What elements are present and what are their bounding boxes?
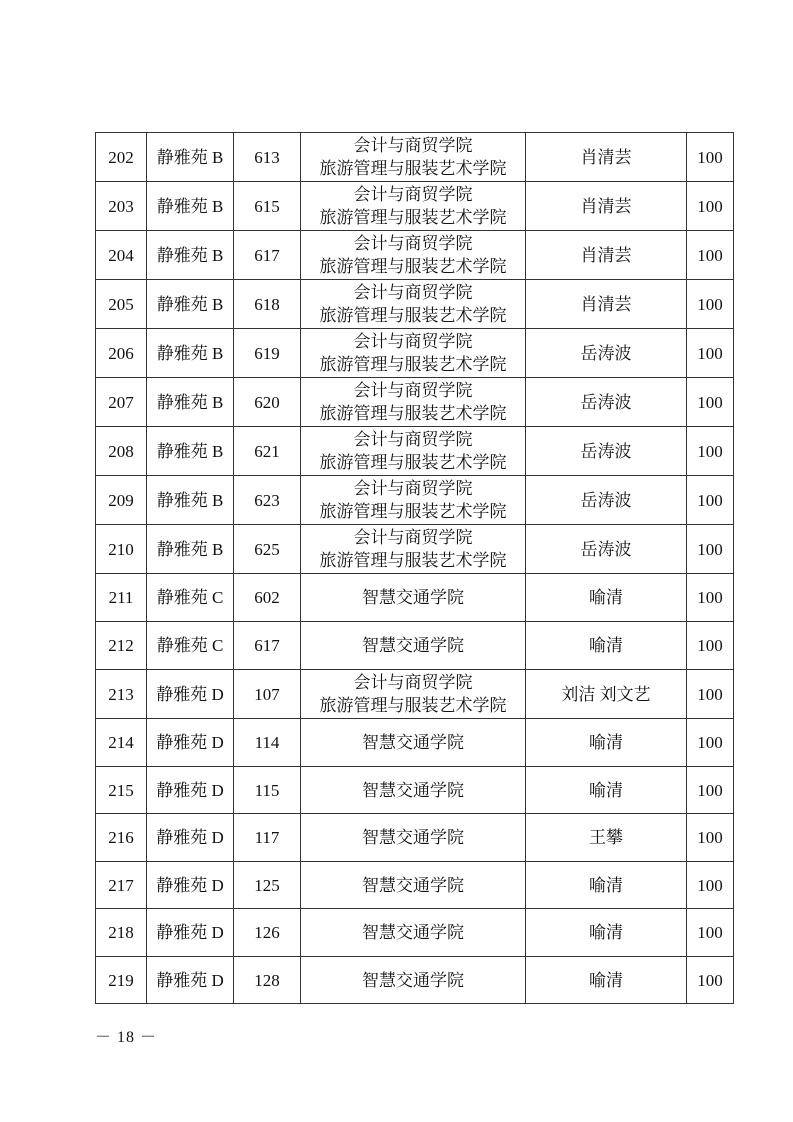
table-row [96, 329, 734, 378]
table-row [96, 525, 734, 574]
row-number-cell: 212 [96, 622, 147, 670]
responsible-person-cell: 岳涛波 [526, 378, 687, 427]
building-cell: 静雅苑 D [147, 814, 234, 862]
college-cell [301, 378, 526, 427]
table-row [96, 957, 734, 1004]
room-number-cell: 618 [234, 280, 301, 329]
college-name: 智慧交通学院 [362, 923, 464, 942]
responsible-person-cell: 岳涛波 [526, 427, 687, 476]
table-row [96, 862, 734, 909]
college-cell [301, 719, 526, 767]
responsible-person-cell: 喻清 [526, 719, 687, 767]
room-number-cell: 117 [234, 814, 301, 862]
score-cell: 100 [687, 427, 734, 476]
table-row [96, 280, 734, 329]
college-name: 会计与商贸学院 [353, 332, 473, 351]
score-cell: 100 [687, 622, 734, 670]
row-number-cell: 209 [96, 476, 147, 525]
room-number-cell: 620 [234, 378, 301, 427]
score-cell: 100 [687, 476, 734, 525]
college-name: 会计与商贸学院 [353, 283, 473, 302]
responsible-person-cell: 喻清 [526, 862, 687, 909]
score-cell: 100 [687, 862, 734, 909]
score-cell: 100 [687, 670, 734, 719]
row-number-cell: 206 [96, 329, 147, 378]
college-cell [301, 182, 526, 231]
college-name: 会计与商贸学院 [353, 381, 473, 400]
score-cell: 100 [687, 525, 734, 574]
building-cell: 静雅苑 B [147, 476, 234, 525]
row-number-cell: 205 [96, 280, 147, 329]
responsible-person-cell: 喻清 [526, 574, 687, 622]
college-name: 会计与商贸学院 [353, 528, 473, 547]
room-number-cell: 125 [234, 862, 301, 909]
dormitory-score-table [95, 132, 734, 1004]
building-cell: 静雅苑 B [147, 280, 234, 329]
row-number-cell: 204 [96, 231, 147, 280]
responsible-person-cell: 喻清 [526, 909, 687, 957]
building-cell: 静雅苑 D [147, 909, 234, 957]
score-cell: 100 [687, 329, 734, 378]
building-cell: 静雅苑 B [147, 525, 234, 574]
row-number-cell: 219 [96, 957, 147, 1004]
college-name: 旅游管理与服装艺术学院 [319, 208, 507, 227]
college-name: 智慧交通学院 [362, 733, 464, 752]
room-number-cell: 115 [234, 767, 301, 814]
building-cell: 静雅苑 B [147, 427, 234, 476]
room-number-cell: 107 [234, 670, 301, 719]
score-cell: 100 [687, 957, 734, 1004]
table-row [96, 182, 734, 231]
row-number-cell: 210 [96, 525, 147, 574]
table-row [96, 719, 734, 767]
room-number-cell: 602 [234, 574, 301, 622]
responsible-person-cell: 岳涛波 [526, 525, 687, 574]
score-cell: 100 [687, 814, 734, 862]
room-number-cell: 613 [234, 133, 301, 182]
college-name: 旅游管理与服装艺术学院 [319, 502, 507, 521]
college-name: 旅游管理与服装艺术学院 [319, 404, 507, 423]
row-number-cell: 215 [96, 767, 147, 814]
building-cell: 静雅苑 C [147, 574, 234, 622]
college-name: 智慧交通学院 [362, 780, 464, 800]
college-cell [301, 862, 526, 909]
row-number-cell: 217 [96, 862, 147, 909]
responsible-person-cell: 肖清芸 [526, 280, 687, 329]
score-cell: 100 [687, 133, 734, 182]
score-cell: 100 [687, 231, 734, 280]
table-row [96, 767, 734, 814]
table-row [96, 574, 734, 622]
score-cell: 100 [687, 909, 734, 957]
college-cell [301, 814, 526, 862]
responsible-person-cell: 岳涛波 [526, 329, 687, 378]
table-row [96, 378, 734, 427]
table-row [96, 814, 734, 862]
room-number-cell: 621 [234, 427, 301, 476]
college-cell [301, 231, 526, 280]
building-cell: 静雅苑 B [147, 378, 234, 427]
room-number-cell: 617 [234, 622, 301, 670]
college-cell [301, 329, 526, 378]
table-row [96, 133, 734, 182]
college-name: 会计与商贸学院 [353, 234, 473, 253]
row-number-cell: 214 [96, 719, 147, 767]
room-number-cell: 619 [234, 329, 301, 378]
room-number-cell: 128 [234, 957, 301, 1004]
building-cell: 静雅苑 D [147, 719, 234, 767]
college-name: 智慧交通学院 [362, 875, 464, 895]
building-cell: 静雅苑 D [147, 670, 234, 719]
college-name: 会计与商贸学院 [353, 430, 473, 449]
room-number-cell: 625 [234, 525, 301, 574]
responsible-person-cell: 喻清 [526, 767, 687, 814]
row-number-cell: 203 [96, 182, 147, 231]
college-name: 旅游管理与服装艺术学院 [319, 453, 507, 472]
room-number-cell: 615 [234, 182, 301, 231]
responsible-person-cell: 喻清 [526, 957, 687, 1004]
table-row [96, 231, 734, 280]
college-name: 会计与商贸学院 [353, 479, 473, 498]
table-row [96, 476, 734, 525]
responsible-person-cell: 肖清芸 [526, 182, 687, 231]
table-row [96, 427, 734, 476]
row-number-cell: 218 [96, 909, 147, 957]
college-name: 智慧交通学院 [362, 970, 464, 990]
responsible-person-cell: 刘洁 刘文艺 [526, 670, 687, 719]
college-cell [301, 476, 526, 525]
college-cell [301, 525, 526, 574]
college-cell [301, 767, 526, 814]
page-number: － 18 － [95, 1029, 158, 1046]
room-number-cell: 114 [234, 719, 301, 767]
row-number-cell: 211 [96, 574, 147, 622]
college-name: 旅游管理与服装艺术学院 [319, 159, 507, 178]
college-cell [301, 574, 526, 622]
college-name: 旅游管理与服装艺术学院 [319, 306, 507, 325]
row-number-cell: 207 [96, 378, 147, 427]
college-name: 会计与商贸学院 [353, 673, 473, 692]
college-name: 旅游管理与服装艺术学院 [319, 257, 507, 276]
room-number-cell: 617 [234, 231, 301, 280]
responsible-person-cell: 肖清芸 [526, 133, 687, 182]
college-cell [301, 622, 526, 670]
responsible-person-cell: 肖清芸 [526, 231, 687, 280]
score-cell: 100 [687, 574, 734, 622]
score-cell: 100 [687, 182, 734, 231]
college-cell [301, 427, 526, 476]
college-cell [301, 133, 526, 182]
row-number-cell: 216 [96, 814, 147, 862]
building-cell: 静雅苑 B [147, 133, 234, 182]
table-row [96, 622, 734, 670]
building-cell: 静雅苑 B [147, 182, 234, 231]
college-cell [301, 670, 526, 719]
building-cell: 静雅苑 D [147, 957, 234, 1004]
building-cell: 静雅苑 B [147, 231, 234, 280]
college-name: 旅游管理与服装艺术学院 [319, 355, 507, 374]
college-cell [301, 280, 526, 329]
college-name: 会计与商贸学院 [353, 185, 473, 204]
responsible-person-cell: 岳涛波 [526, 476, 687, 525]
college-name: 旅游管理与服装艺术学院 [319, 696, 507, 715]
college-name: 智慧交通学院 [362, 828, 464, 847]
table-body [96, 133, 734, 1004]
responsible-person-cell: 喻清 [526, 622, 687, 670]
score-cell: 100 [687, 767, 734, 814]
score-cell: 100 [687, 280, 734, 329]
table-row [96, 909, 734, 957]
score-cell: 100 [687, 719, 734, 767]
row-number-cell: 208 [96, 427, 147, 476]
building-cell: 静雅苑 D [147, 862, 234, 909]
building-cell: 静雅苑 B [147, 329, 234, 378]
row-number-cell: 213 [96, 670, 147, 719]
table-row [96, 670, 734, 719]
college-cell [301, 957, 526, 1004]
college-name: 旅游管理与服装艺术学院 [319, 551, 507, 570]
row-number-cell: 202 [96, 133, 147, 182]
room-number-cell: 623 [234, 476, 301, 525]
building-cell: 静雅苑 C [147, 622, 234, 670]
responsible-person-cell: 王攀 [526, 814, 687, 862]
building-cell: 静雅苑 D [147, 767, 234, 814]
room-number-cell: 126 [234, 909, 301, 957]
college-cell [301, 909, 526, 957]
score-cell: 100 [687, 378, 734, 427]
college-name: 会计与商贸学院 [353, 136, 473, 155]
college-name: 智慧交通学院 [362, 588, 464, 607]
college-name: 智慧交通学院 [362, 636, 464, 655]
